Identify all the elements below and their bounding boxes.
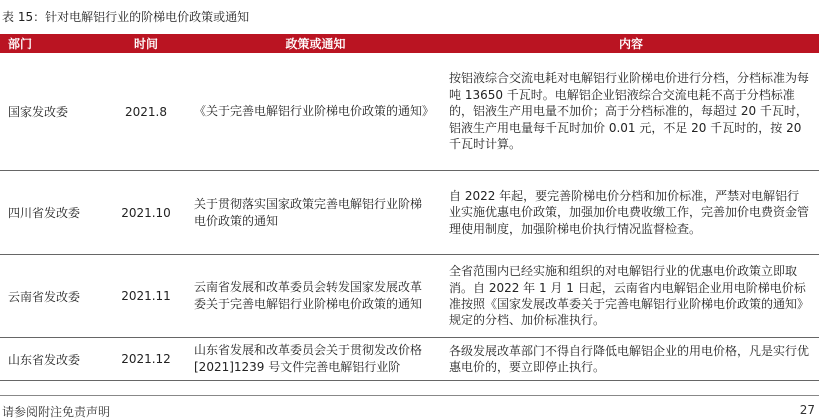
content-cell: 按铝液综合交流电耗对电解铝行业阶梯电价进行分档，分档标准为每吨 13650 千瓦时。电解铝企业铝液综合交流电耗不高于分档标准的，铝液生产用电量不加价；高于分档标准的，每超过 20 千瓦时，铝液生产用电量每千瓦时加价 0.01 元，不足 20 千瓦时的，按 20 千瓦时计算。: [443, 53, 819, 171]
dept-cell: 国家发改委: [0, 53, 104, 171]
policy-cell: 山东省发展和改革委员会关于贯彻发改价格[2021]1239 号文件完善电解铝行业阶: [188, 338, 443, 381]
policy-cell: 关于贯彻落实国家政策完善电解铝行业阶梯电价政策的通知: [188, 171, 443, 255]
time-cell: 2021.10: [104, 171, 188, 255]
table-header-row: [0, 34, 819, 53]
time-cell: 2021.11: [104, 255, 188, 338]
dept-cell: 四川省发改委: [0, 171, 104, 255]
table-caption: 表 15：针对电解铝行业的阶梯电价政策或通知: [2, 10, 250, 24]
table-row: [0, 338, 819, 381]
table-row: [0, 255, 819, 338]
header-content: 内容: [443, 34, 819, 53]
header-time: 时间: [104, 34, 188, 53]
table-row: [0, 171, 819, 255]
policy-table: [0, 34, 819, 381]
time-cell: 2021.8: [104, 53, 188, 171]
page-number: 27: [799, 403, 815, 417]
policy-cell: 云南省发展和改革委员会转发国家发展改革委关于完善电解铝行业阶梯电价政策的通知: [188, 255, 443, 338]
footer-disclaimer: 请参阅附注免责声明: [2, 405, 111, 419]
dept-cell: 云南省发改委: [0, 255, 104, 338]
content-cell: 自 2022 年起，要完善阶梯电价分档和加价标准，严禁对电解铝行业实施优惠电价政策，加强加价电费收缴工作，完善加价电费资金管理使用制度，加强阶梯电价执行情况监督检查。: [443, 171, 819, 255]
footer-divider: [0, 395, 819, 396]
policy-cell: 《关于完善电解铝行业阶梯电价政策的通知》: [188, 53, 443, 171]
table-row: [0, 53, 819, 171]
content-cell: 各级发展改革部门不得自行降低电解铝企业的用电价格，凡是实行优惠电价的，要立即停止执行。: [443, 338, 819, 381]
content-cell: 全省范围内已经实施和组织的对电解铝行业的优惠电价政策立即取消。自 2022 年 1 月 1 日起，云南省内电解铝企业用电阶梯电价标准按照《国家发展改革委关于完善电解铝行业阶梯电价政策的通知》规定的分档、加价标准执行。: [443, 255, 819, 338]
header-dept: 部门: [0, 34, 104, 53]
time-cell: 2021.12: [104, 338, 188, 381]
header-policy: 政策或通知: [188, 34, 443, 53]
dept-cell: 山东省发改委: [0, 338, 104, 381]
